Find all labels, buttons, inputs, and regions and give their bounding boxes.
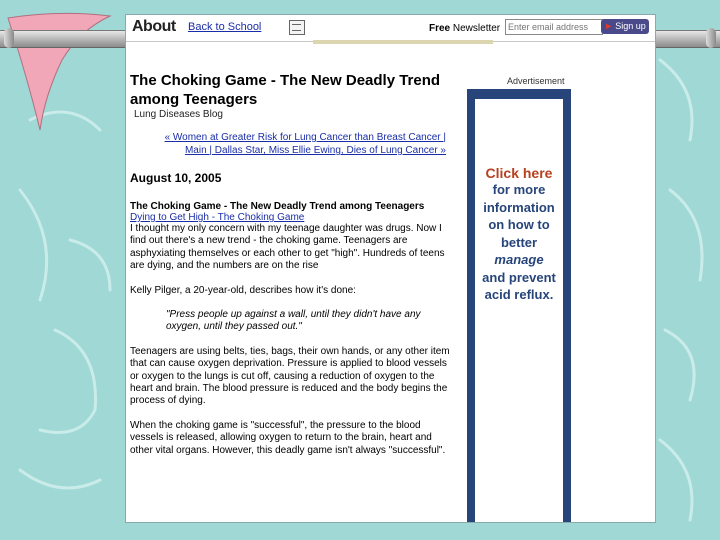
post-date: August 10, 2005: [130, 171, 222, 185]
browser-screenshot: [125, 14, 656, 523]
ad-line: information: [483, 199, 555, 215]
spacer: [130, 273, 450, 285]
newsletter-text: Newsletter: [450, 23, 501, 34]
site-header: [126, 15, 655, 42]
ad-line: and prevent: [482, 269, 556, 285]
blog-name: Lung Diseases Blog: [134, 109, 223, 120]
ad-line: better: [500, 234, 538, 250]
logo-text: About: [132, 18, 176, 35]
bar-end-knob: [4, 28, 14, 48]
bar-end-knob: [706, 28, 716, 48]
spacer: [130, 408, 450, 420]
paragraph: I thought my only concern with my teenage daughter was drugs. Now I find out there's a new trend - the choking game. Teenagers are asphyxiating themselves or each other to get "high". Hundreds of teens are dying, and the numbers are on the rise: [130, 223, 445, 272]
source-link[interactable]: Dying to Get High - The Choking Game: [130, 212, 305, 223]
block-quote: "Press people up against a wall, until they didn't have any oxygen, until they passed out.": [166, 309, 421, 333]
ad-line: acid reflux.: [484, 287, 554, 302]
paragraph: Teenagers are using belts, ties, bags, their own hands, or any other item that can cause oxygen deprivation. Pressure is applied to blood vessels or oxygen to the lungs is cut off, causing a reduction of oxygen to the heart and brain. The blood pressure is reduced and the body begins the process of dying.: [130, 345, 450, 407]
post-title: The Choking Game - The New Deadly Trend among Teenagers: [130, 201, 425, 212]
newsletter-free: Free: [429, 23, 451, 34]
acid-reflux-ad[interactable]: [467, 89, 571, 522]
ad-headline[interactable]: Click here: [485, 165, 553, 181]
article-title: The Choking Game - The New Deadly Trend among Teenagers: [130, 72, 441, 108]
newsletter-label: [429, 23, 500, 34]
next-post-link[interactable]: Main | Dallas Star, Miss Ellie Ewing, Dies of Lung Cancer »: [184, 145, 446, 156]
ad-line: manage: [494, 252, 544, 267]
spacer: [130, 334, 450, 346]
signup-label: Sign up: [615, 21, 646, 31]
paragraph: Kelly Pilger, a 20-year-old, describes how it's done:: [130, 284, 356, 296]
ad-line: on how to: [488, 217, 550, 232]
advertisement-label: Advertisement: [507, 76, 565, 86]
paragraph: When the choking game is "successful", the pressure to the blood vessels is released, allowing oxygen to return to the brain, heart and other vital organs. However, this deadly game isn't always "successful".: [130, 419, 446, 456]
prev-post-link[interactable]: « Women at Greater Risk for Lung Cancer than Breast Cancer |: [164, 132, 446, 143]
ad-body: [475, 181, 563, 304]
signup-button[interactable]: [601, 19, 649, 34]
ad-line: for more: [492, 182, 546, 197]
back-to-school-link[interactable]: Back to School: [188, 21, 262, 33]
header-tab-strip: [313, 40, 493, 44]
email-input[interactable]: [505, 19, 603, 35]
arrow-icon: ►: [604, 21, 614, 31]
post-navigation: [130, 131, 446, 157]
ad-content: [475, 99, 563, 522]
article-column: [130, 71, 450, 457]
about-logo[interactable]: [132, 18, 176, 36]
print-icon[interactable]: [289, 20, 305, 35]
